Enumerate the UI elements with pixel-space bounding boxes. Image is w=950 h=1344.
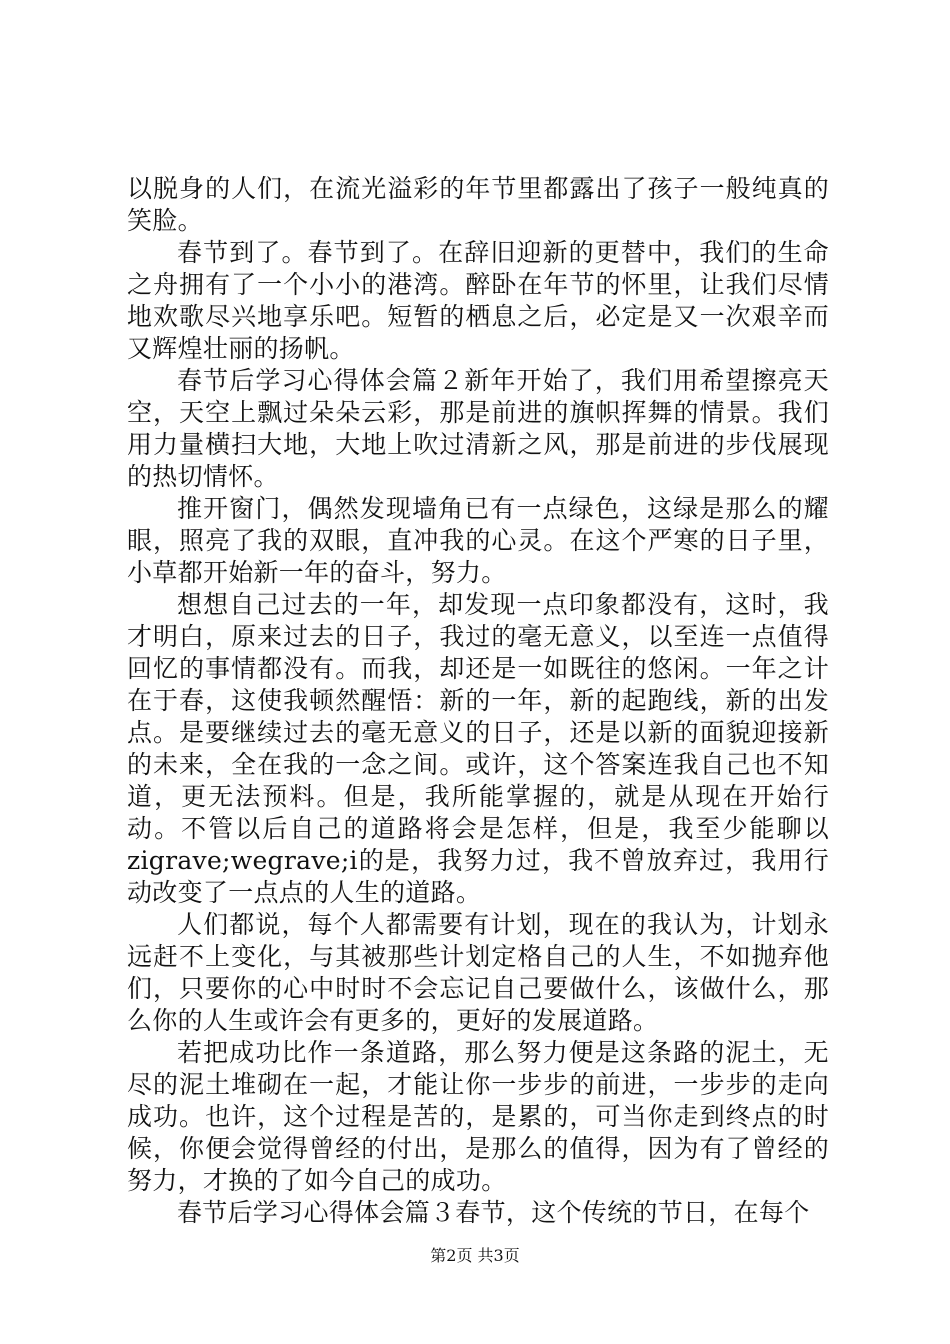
paragraph-8: 春节后学习心得体会篇３春节，这个传统的节日，在每个	[177, 1198, 810, 1227]
paragraph-4: 推开窗门，偶然发现墙角已有一点绿色，这绿是那么的耀眼，照亮了我的双眼，直冲我的心灵。在这个严寒的日子里，小草都开始新一年的奋斗，努力。	[127, 494, 829, 587]
paragraph-2: 春节到了。春节到了。在辞旧迎新的更替中，我们的生命之舟拥有了一个小小的港湾。醉卧在年节的怀里，让我们尽情地欢歌尽兴地享乐吧。短暂的栖息之后，必定是又一次艰辛而又辉煌壮丽的扬帆。	[127, 238, 829, 363]
page-footer: 第2页 共3页	[430, 1246, 520, 1265]
paragraph-7: 若把成功比作一条道路，那么努力便是这条路的泥土，无尽的泥土堆砌在一起，才能让你一步步的前进，一步步的走向成功。也许，这个过程是苦的，是累的，可当你走到终点的时候，你便会觉得曾经的付出，是那么的值得，因为有了曾经的努力，才换的了如今自己的成功。	[127, 1038, 829, 1195]
document-body	[127, 173, 829, 1229]
paragraph-5: 想想自己过去的一年，却发现一点印象都没有，这时，我才明白，原来过去的日子，我过的毫无意义，以至连一点值得回忆的事情都没有。而我，却还是一如既往的悠闲。一年之计在于春，这使我顿然醒悟：新的一年，新的起跑线，新的出发点。是要继续过去的毫无意义的日子，还是以新的面貌迎接新的未来，全在我的一念之间。或许，这个答案连我自己也不知道，更无法预料。但是，我所能掌握的，就是从现在开始行动。不管以后自己的道路将会是怎样，但是，我至少能聊以zigrave;wegrave;i的是，我努力过，我不曾放弃过，我用行动改变了一点点的人生的道路。	[127, 590, 829, 907]
paragraph-3: 春节后学习心得体会篇２新年开始了，我们用希望擦亮天空，天空上飘过朵朵云彩，那是前进的旗帜挥舞的情景。我们用力量横扫大地，大地上吹过清新之风，那是前进的步伐展现的热切情怀。	[127, 366, 829, 491]
paragraph-1: 以脱身的人们，在流光溢彩的年节里都露出了孩子一般纯真的笑脸。	[127, 174, 829, 235]
paragraph-6: 人们都说，每个人都需要有计划，现在的我认为，计划永远赶不上变化，与其被那些计划定格自己的人生，不如抛弃他们，只要你的心中时时不会忘记自己要做什么，该做什么，那么你的人生或许会有更多的，更好的发展道路。	[127, 910, 829, 1035]
